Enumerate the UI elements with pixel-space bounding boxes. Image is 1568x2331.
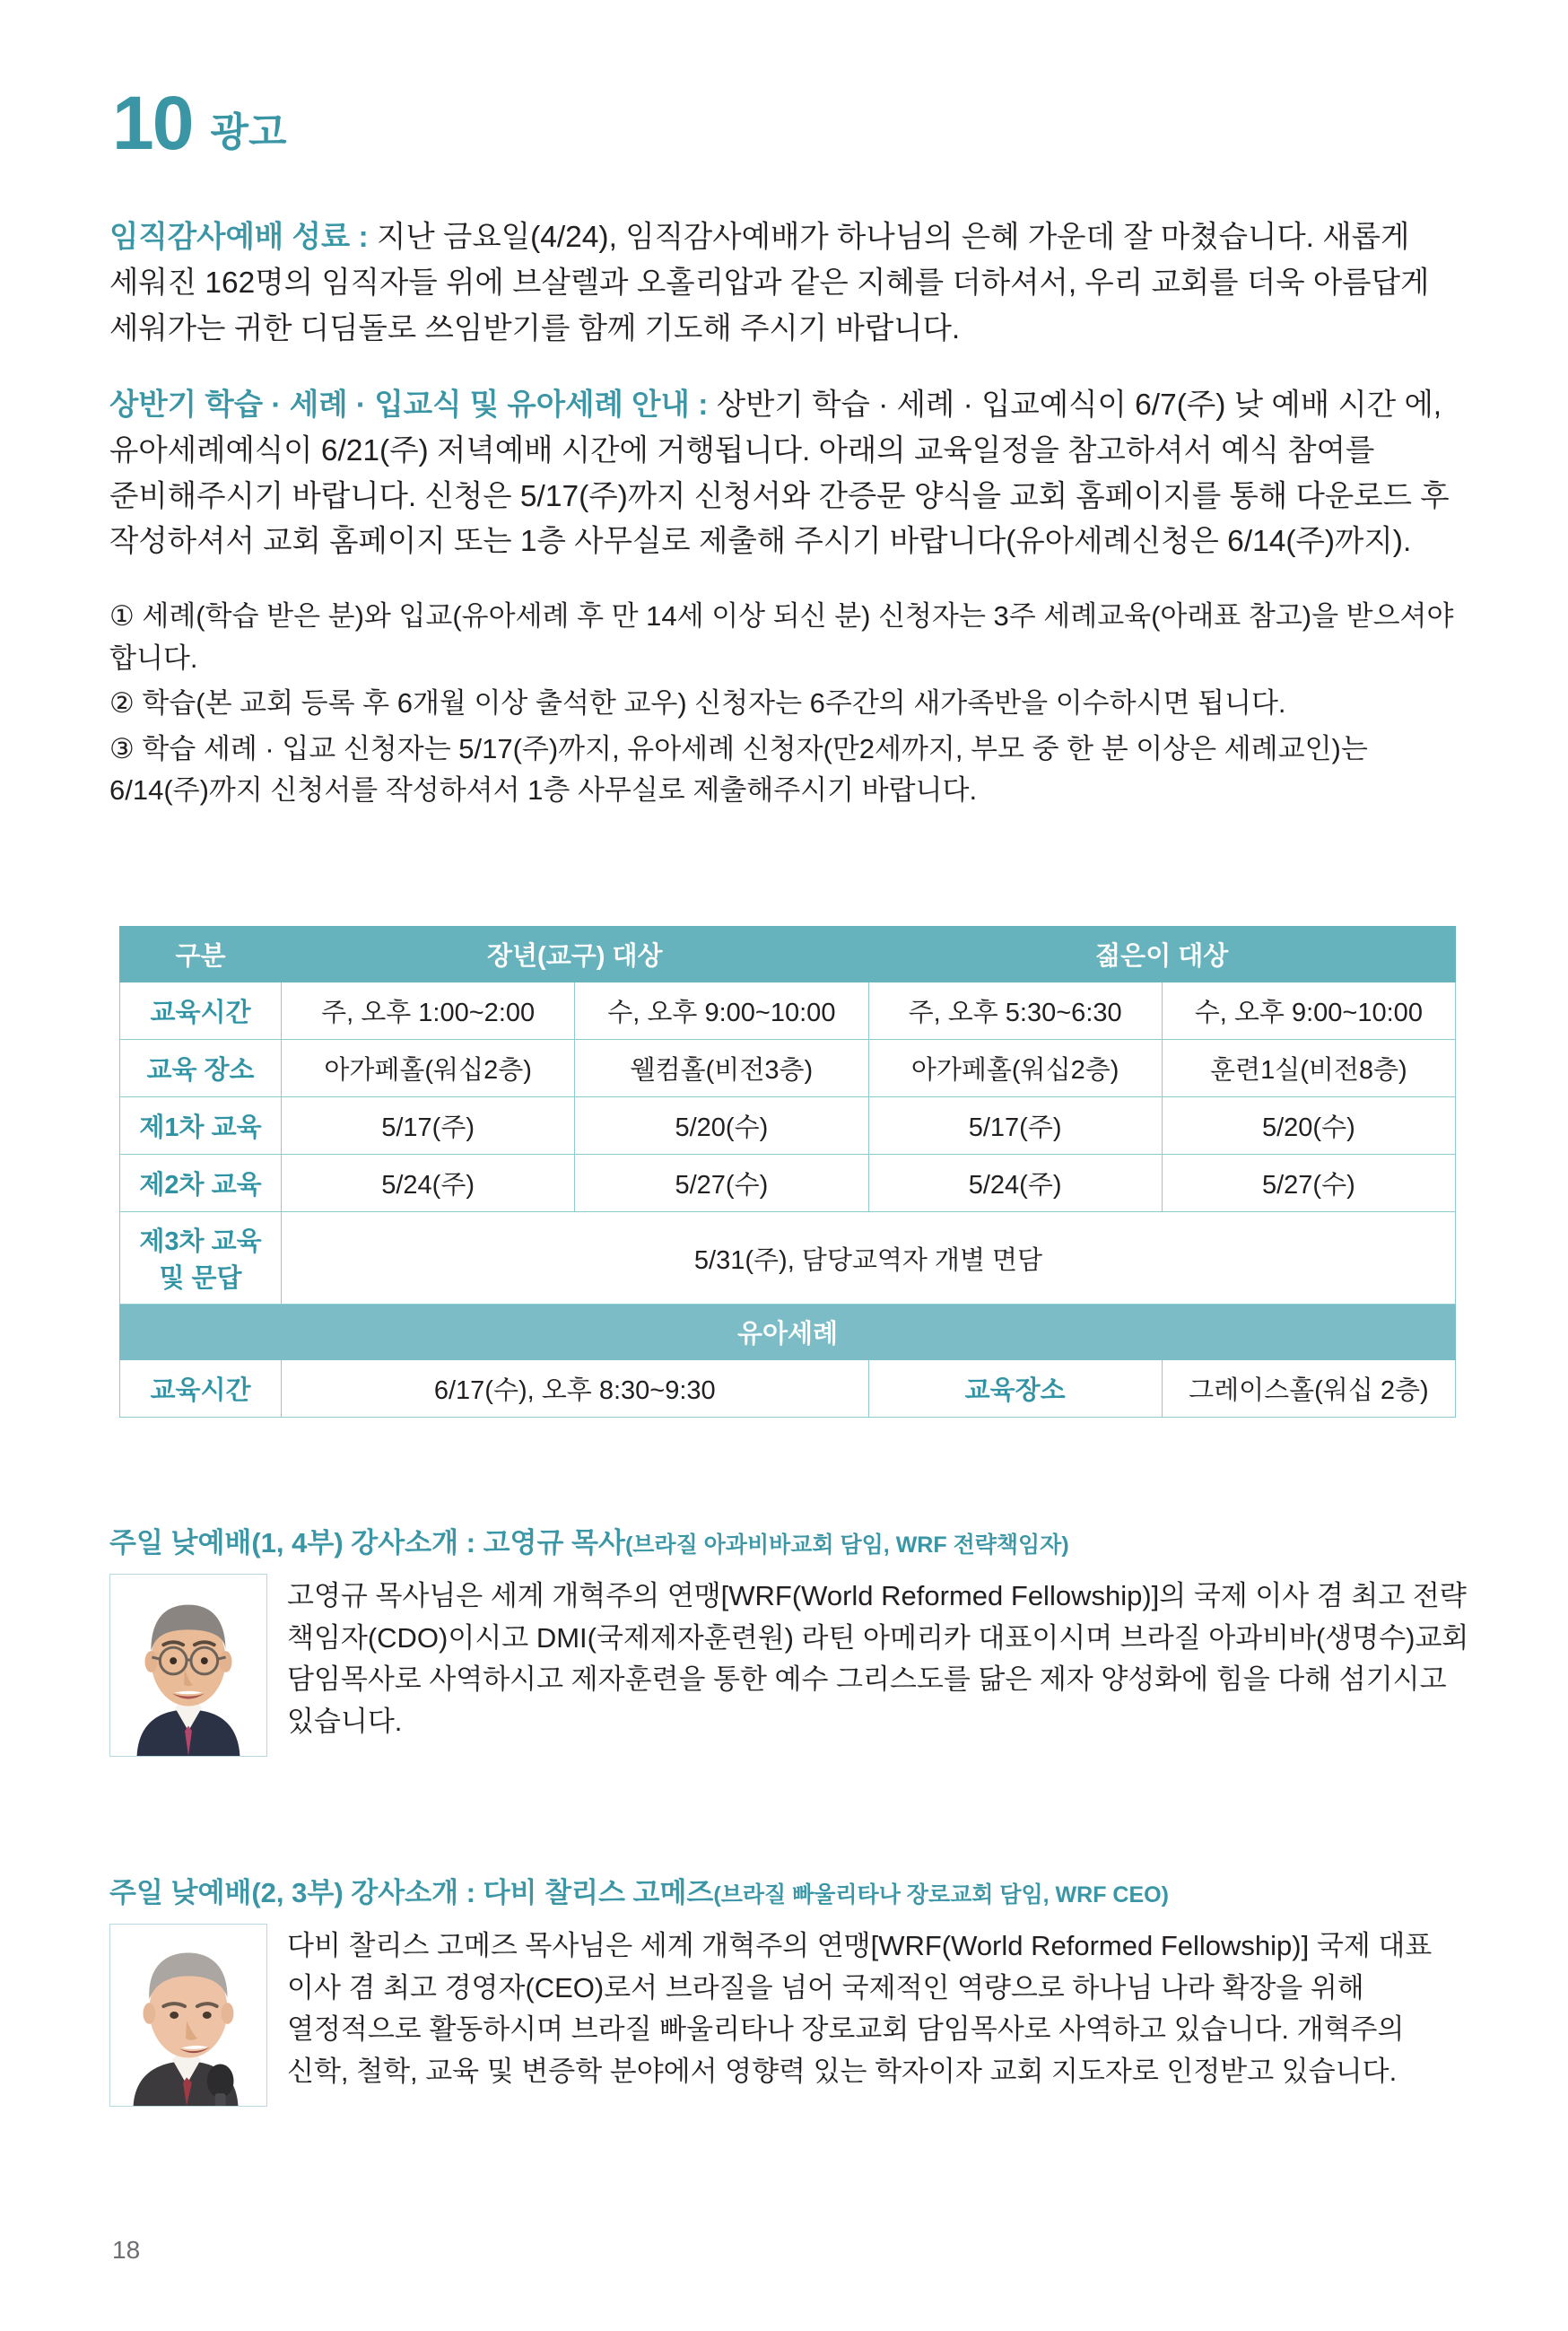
numbered-notes-list [109,596,1464,812]
speaker-title-main: 주일 낮예배(1, 4부) 강사소개 : 고영규 목사 [109,1527,625,1558]
table-cell: 훈련1실(비전8층) [1162,1040,1455,1097]
table-cell-time: 6/17(수), 오후 8:30~9:30 [282,1360,869,1418]
table-row [120,1155,1456,1212]
announcement-text: 상반기 학습 · 세례 · 입교예식이 6/7(주) 낮 예배 시간 에, 유아세례예식이 6/21(주) 저녁예배 시간에 거행됩니다. 아래의 교육일정을 참고하셔서 예식 참여를 준비해주시기 바랍니다. 신청은 5/17(주)까지 신청서와 간증문 양식을 교회 홈페이지를 통해 다운로드 후 작성하셔서 교회 홈페이지 또는 1층 사무실로 제출해 주시기 바랍니다(유아세례신청은 6/14(주)까지). [109,388,1450,559]
column-header-youth: 젊은이 대상 [868,927,1456,982]
speaker-title [109,1525,1473,1561]
table-cell: 5/20(수) [1162,1097,1455,1155]
row-label: 제1차 교육 [120,1097,282,1155]
table-cell: 아가페홀(워십2층) [868,1040,1162,1097]
speaker-section-2 [109,1875,1473,2107]
row-label: 교육 장소 [120,1040,282,1097]
table-row [120,1040,1456,1097]
table-cell: 수, 오후 9:00~10:00 [575,982,868,1040]
table-cell: 5/27(수) [575,1155,868,1212]
table-cell: 주, 오후 5:30~6:30 [868,982,1162,1040]
speaker-section-1 [109,1525,1473,1757]
table-cell-place: 그레이스홀(워십 2층) [1162,1360,1455,1418]
table-cell: 5/31(주), 담당교역자 개별 면담 [282,1212,1456,1305]
list-item: ① 세례(학습 받은 분)와 입교(유아세례 후 만 14세 이상 되신 분) 신청자는 3주 세례교육(아래표 참고)을 받으셔야 합니다. [109,600,1454,674]
page-number: 18 [112,2236,141,2264]
table-cell: 5/20(수) [575,1097,868,1155]
announcement-paragraph [109,383,1464,566]
table-cell: 5/17(주) [282,1097,575,1155]
speaker-title-main: 주일 낮예배(2, 3부) 강사소개 : 다비 찰리스 고메즈 [109,1877,714,1908]
speaker-photo-davi-charles-gomes [109,1924,267,2107]
table-row-third-session [120,1212,1456,1305]
table-cell: 주, 오후 1:00~2:00 [282,982,575,1040]
announcement-text: 지난 금요일(4/24), 임직감사예배가 하나님의 은혜 가운데 잘 마쳤습니다. 새롭게 세워진 162명의 임직자들 위에 브살렐과 오홀리압과 같은 지혜를 더하셔서, 우리 교회를 더욱 아름답게 세워가는 귀한 디딤돌로 쓰임받기를 함께 기도해 주시기 바랍니다. [109,221,1430,345]
announcements-content [109,215,1464,816]
speaker-body [109,1574,1473,1757]
speaker-title-sub: (브라질 빠울리타나 장로교회 담임, WRF CEO) [713,1882,1169,1908]
table-cell: 5/24(주) [282,1155,575,1212]
list-item: ② 학습(본 교회 등록 후 6개월 이상 출석한 교우) 신청자는 6주간의 새가족반을 이수하시면 됩니다. [109,687,1286,720]
table-cell: 수, 오후 9:00~10:00 [1162,982,1455,1040]
table-cell: 아가페홀(워십2층) [282,1040,575,1097]
column-header-adult: 장년(교구) 대상 [282,927,869,982]
speaker-bio: 고영규 목사님은 세계 개혁주의 연맹[WRF(World Reformed Fellowship)]의 국제 이사 겸 최고 전략 책임자(CDO)이시고 DMI(국제제자훈련원) 라틴 아메리카 대표이시며 브라질 아과비바(생명수)교회 담임목사로 사역하시고 제자훈련을 통한 예수 그리스도를 닮은 제자 양성화에 힘을 다해 섬기시고 있습니다. [287,1580,1469,1737]
table-cell: 웰컴홀(비전3층) [575,1040,868,1097]
announcement-lead: 임직감사예배 성료 : [109,221,377,254]
band-label: 유아세례 [120,1305,1456,1360]
row-label-place: 교육장소 [868,1360,1162,1418]
table-row [120,1097,1456,1155]
table-cell: 5/27(수) [1162,1155,1455,1212]
speaker-title-sub: (브라질 아과비바교회 담임, WRF 전략책임자) [624,1532,1069,1558]
page-title: 광고 [210,109,287,154]
speaker-body [109,1924,1473,2107]
row-label: 제2차 교육 [120,1155,282,1212]
announcement-lead: 상반기 학습 · 세례 · 입교식 및 유아세례 안내 : [109,388,717,422]
row-label: 제3차 교육 및 문답 [120,1212,282,1305]
speaker-title [109,1875,1473,1911]
announcement-paragraph [109,215,1464,353]
row-label: 교육시간 [120,982,282,1040]
table-header-row [120,927,1456,982]
table-row [120,982,1456,1040]
row-label-time: 교육시간 [120,1360,282,1418]
list-item: ③ 학습 세례 · 입교 신청자는 5/17(주)까지, 유아세례 신청자(만2세까지, 부모 중 한 분 이상은 세례교인)는 6/14(주)까지 신청서를 작성하셔서 1층 사무실로 제출해주시기 바랍니다. [109,732,1368,807]
speaker-bio: 다비 찰리스 고메즈 목사님은 세계 개혁주의 연맹[WRF(World Reformed Fellowship)] 국제 대표 이사 겸 최고 경영자(CEO)로서 브라질을 넘어 국제적인 역량으로 하나님 나라 확장을 위해 열정적으로 활동하시며 브라질 빠울리타나 장로교회 담임목사로 사역하고 있습니다. 개혁주의 신학, 철학, 교육 및 변증학 분야에서 영향력 있는 학자이자 교회 지도자로 인정받고 있습니다. [287,1930,1433,2087]
section-number: 10 [112,81,193,165]
table-band-infant-baptism [120,1305,1456,1360]
table-row-infant-baptism [120,1360,1456,1418]
table-cell: 5/24(주) [868,1155,1162,1212]
table-cell: 5/17(주) [868,1097,1162,1155]
education-schedule-table [119,926,1456,1418]
schedule-table-wrapper [119,926,1456,1418]
speaker-photo-ko-young-gyu [109,1574,267,1757]
page-header [112,81,287,165]
column-header-category: 구분 [120,927,282,982]
